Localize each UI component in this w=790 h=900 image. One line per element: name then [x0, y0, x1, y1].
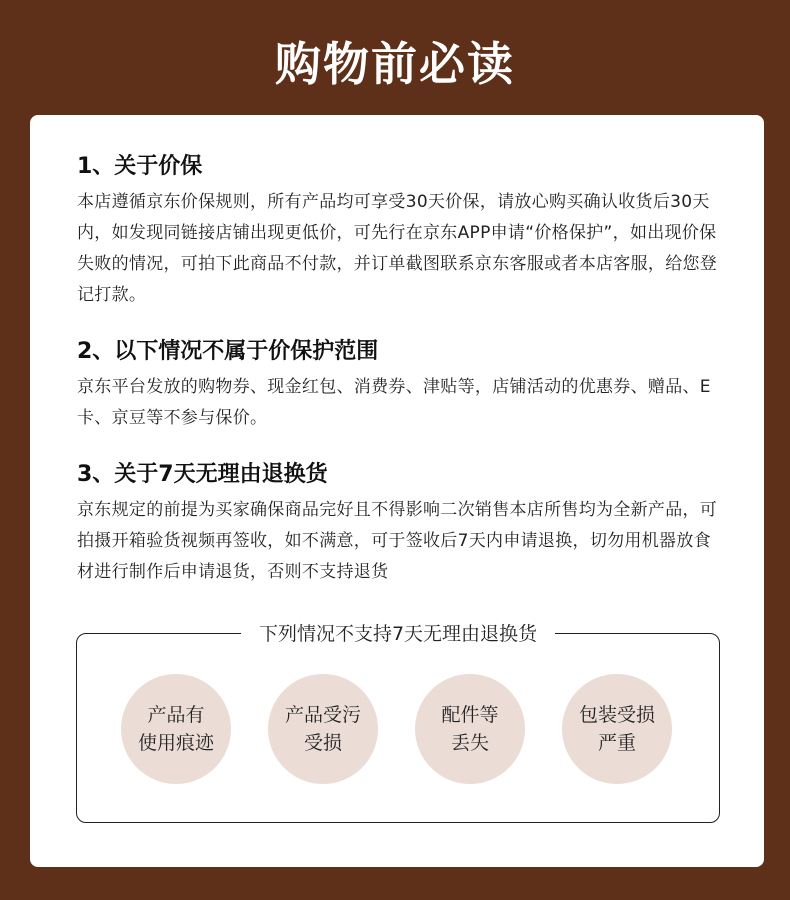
exclusion-list [121, 674, 672, 784]
exclusion-item-missing-parts: 配件等 丢失 [415, 674, 525, 784]
section-price-protection-exclusions [77, 336, 727, 434]
return-exclusions-box [76, 623, 720, 823]
exclusion-item-damaged-packaging: 包装受损 严重 [562, 674, 672, 784]
section-title: 2、以下情况不属于价保护范围 [77, 339, 379, 364]
content-card [30, 115, 764, 867]
section-title: 1、关于价保 [77, 154, 203, 179]
section-price-protection [77, 151, 727, 311]
return-exclusions-title-wrap [77, 620, 719, 648]
section-title: 3、关于7天无理由退换货 [77, 462, 328, 487]
section-body: 本店遵循京东价保规则，所有产品均可享受30天价保，请放心购买确认收货后30天内，如发现同链接店铺出现更低价，可先行在京东APP申请“价格保护”，如出现价保失败的情况，可拍下此商品不付款，并订单截图联系京东客服或者本店客服，给您登记打款。 [77, 192, 718, 305]
page-title: 购物前必读 [275, 37, 515, 91]
exclusion-item-soiled: 产品受污 受损 [268, 674, 378, 784]
exclusion-item-used: 产品有 使用痕迹 [121, 674, 231, 784]
section-7day-return [77, 459, 727, 588]
section-body: 京东规定的前提为买家确保商品完好且不得影响二次销售本店所售均为全新产品，可拍摄开箱验货视频再签收，如不满意，可于签收后7天内申请退换，切勿用机器放食材进行制作后申请退货，否则不支持退货 [77, 500, 718, 582]
section-body: 京东平台发放的购物券、现金红包、消费券、津贴等，店铺活动的优惠券、赠品、E卡、京豆等不参与保价。 [77, 377, 711, 428]
return-exclusions-title: 下列情况不支持7天无理由退换货 [241, 623, 555, 645]
